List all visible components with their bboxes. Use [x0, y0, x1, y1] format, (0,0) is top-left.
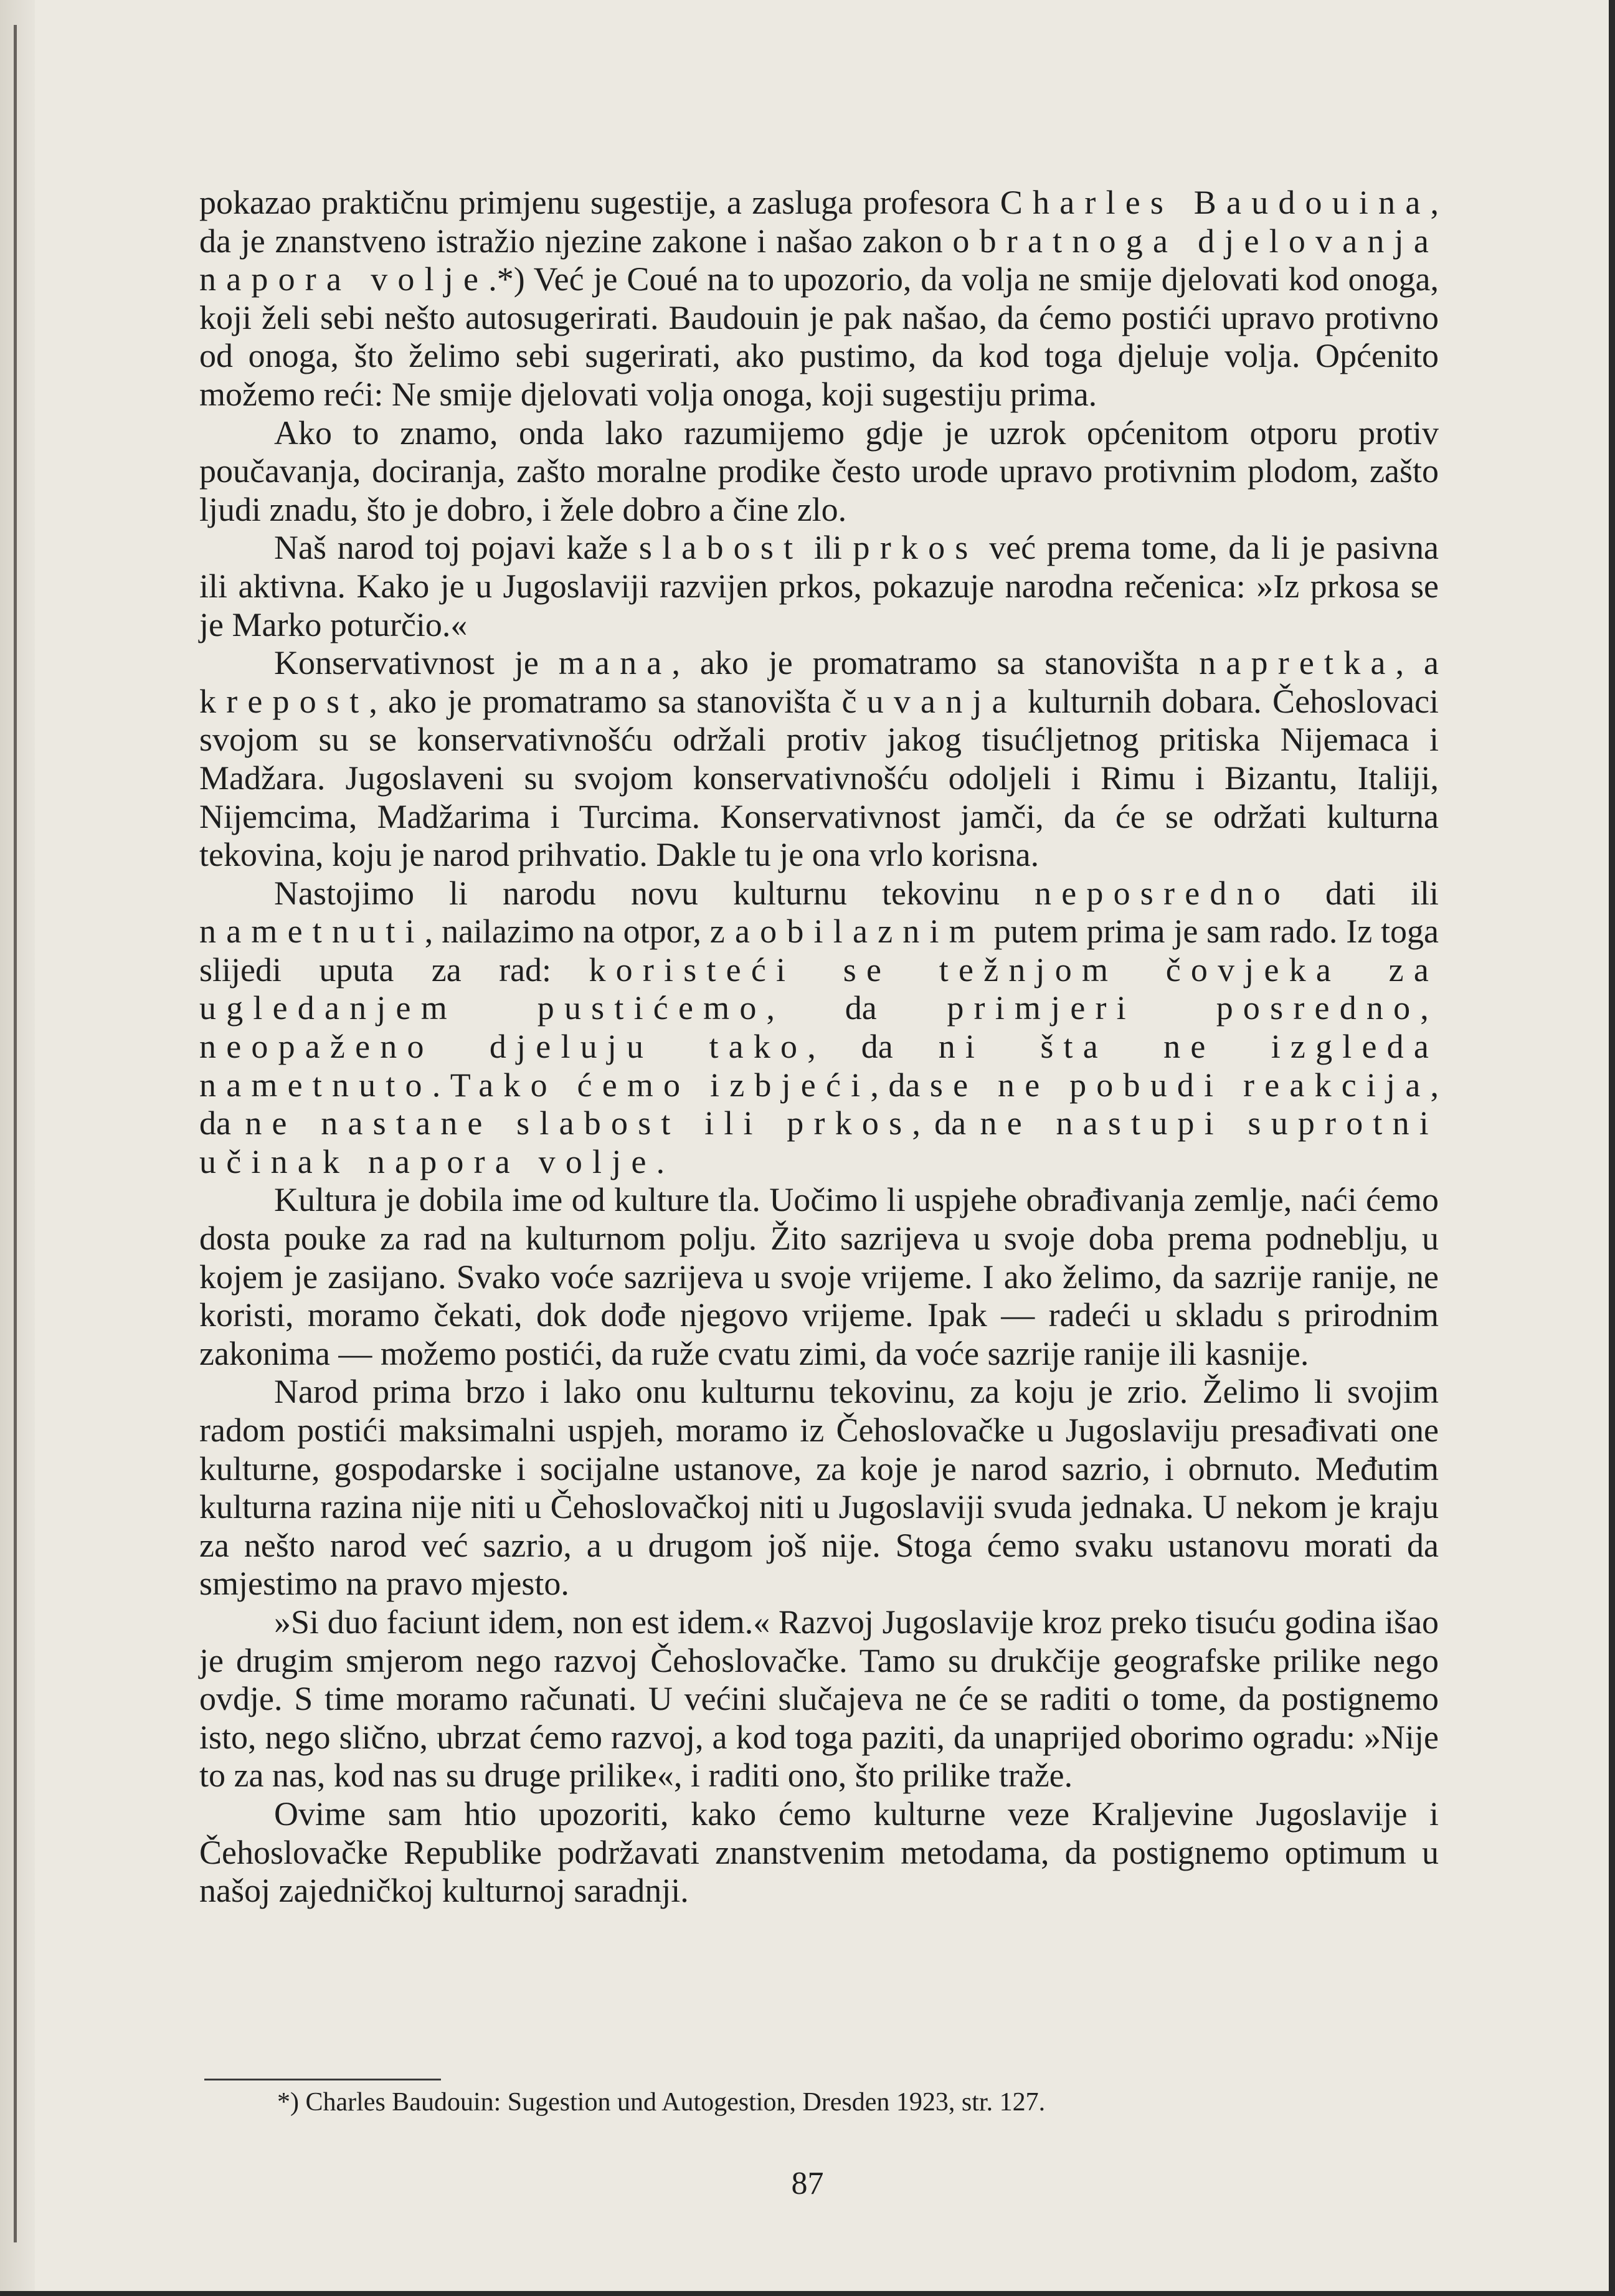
text-run: , da — [766, 989, 947, 1027]
text-run: Konservativnost je — [274, 644, 559, 682]
text-run: Ako to znamo, onda lako razumijemo gdje je uzrok općenitom otporu protiv poučavanja, dociranja, zašto moralne prodike često urode upravo protivnim plodom, zašto ljudi znadu, što je dobro, i žele dobro a čine zlo. — [199, 414, 1439, 528]
text-run: , ako je promatramo sa stanovišta — [671, 644, 1200, 682]
text-run: putem prima je sam rado. Iz toga slijedi uputa za rad: — [199, 913, 1439, 989]
spaced-emphasis: ni šta ne izgleda nametnuto — [199, 1028, 1439, 1104]
text-run: , da — [807, 1028, 939, 1066]
page-left-edge — [0, 0, 35, 2296]
text-run: ili — [803, 529, 853, 567]
spaced-emphasis: čuvanja — [841, 682, 1017, 720]
paragraph-9 — [199, 1795, 1439, 1910]
text-run: , nailazimo na otpor, — [424, 913, 710, 951]
text-run: . — [432, 1066, 450, 1104]
footnote: *) Charles Baudouin: Sugestion und Autogestion, Dresden 1923, str. 127. — [277, 2088, 1046, 2117]
paragraph-8 — [199, 1603, 1439, 1795]
text-run: , da — [199, 1066, 1439, 1142]
spaced-emphasis: obratnoga djelovanja napora volje — [199, 222, 1439, 298]
spaced-emphasis: nametnuti — [199, 913, 425, 951]
text-run: , da — [912, 1104, 980, 1142]
paragraph-5 — [199, 875, 1439, 1182]
text-run: Nastojimo li narodu novu kulturnu tekovinu — [274, 874, 1035, 912]
text-run: već prema tome, da li je pasivna ili aktivna. Kako je u Jugoslaviji razvijen prkos, pokazuje narodna rečenica: »Iz prkosa se je Marko poturčio.« — [199, 529, 1439, 643]
spaced-emphasis: Charles Baudouina — [1000, 184, 1431, 221]
spaced-emphasis: Tako ćemo izbjeći — [450, 1066, 871, 1104]
paragraph-2 — [199, 414, 1439, 529]
text-run: .*) Već je Coué na to upozorio, da volja ne smije djelovati kod onoga, koji želi sebi nešto autosugerirati. Baudouin je pak našao, da ćemo postići upravo protivno od onoga, što želimo sebi sugerirati, ako pustimo, da kod toga djeluje volja. Općenito možemo reći: Ne smije djelovati volja onoga, koji sugestiju prima. — [199, 260, 1439, 413]
spaced-emphasis: prkos — [853, 529, 978, 567]
spaced-emphasis: slabost — [638, 529, 803, 567]
text-run: dati ili — [1290, 874, 1439, 912]
paragraph-3 — [199, 529, 1439, 644]
text-run: pokazao praktičnu primjenu sugestije, a zasluga profesora — [199, 184, 1000, 221]
spaced-emphasis: mana — [558, 644, 672, 682]
page-bottom-edge — [0, 2291, 1615, 2296]
paragraph-4 — [199, 644, 1439, 875]
spaced-emphasis: neposredno — [1035, 874, 1291, 912]
footnote-rule — [204, 2079, 441, 2080]
body-text — [199, 184, 1439, 1910]
text-run: Narod prima brzo i lako onu kulturnu tekovinu, za koju je zrio. Želimo li svojim radom postići maksimalni uspjeh, moramo iz Čehoslovačke u Jugoslaviju presađivati one kulturne, gospodarske i socijalne ustanove, za koje je narod sazrio, i obrnuto. Međutim kulturna razina nije niti u Čehoslovačkoj niti u Jugoslaviji svuda jednaka. U nekom je kraju za nešto narod već sazrio, a u drugom još nije. Stoga ćemo svaku ustanovu morati da smjestimo na pravo mjesto. — [199, 1373, 1439, 1603]
spaced-emphasis: se ne pobudi reakcija — [929, 1066, 1431, 1104]
paragraph-1 — [199, 184, 1439, 414]
spaced-emphasis: napretka — [1199, 644, 1396, 682]
spaced-emphasis: krepost — [199, 682, 369, 720]
paragraph-7 — [199, 1373, 1439, 1603]
text-run: kulturnih dobara. Čehoslovaci svojom su se konservativnošću održali protiv jakog tisućljetnog pritiska Nijemaca i Madžara. Jugoslaveni su svojom konservativnošću odoljeli i Rimu i Bizantu, Italiji, Nijemcima, Madžarima i Turcima. Konservativnost jamči, da će se održati kulturna tekovina, koju je narod prihvatio. Dakle tu je ona vrlo korisna. — [199, 682, 1439, 874]
page-right-edge — [1609, 0, 1615, 2296]
spaced-emphasis: ne nastane slabost ili prkos — [245, 1104, 912, 1142]
spaced-emphasis: ne nastupi suprotni učinak napora volje — [199, 1104, 1439, 1180]
spaced-emphasis: zaobilaznim — [709, 913, 985, 951]
text-run: »Si duo faciunt idem, non est idem.« Razvoj Jugoslavije kroz preko tisuću godina išao je drugim smjerom nego razvoj Čehoslovačke. Tamo su drukčije geografske prilike nego ovdje. S time moramo računati. U većini slučajeva ne će se raditi o tome, da postignemo isto, nego slično, ubrzat ćemo razvoj, a kod toga paziti, da unaprijed oborimo ogradu: »Nije to za nas, kod nas su druge prilike«, i raditi ono, što prilike traže. — [199, 1603, 1439, 1795]
spaced-emphasis: koristeći se težnjom čovjeka za ugledanjem pustićemo — [199, 951, 1439, 1027]
binding-shadow — [14, 25, 17, 2242]
text-run: Kultura je dobila ime od kulture tla. Uočimo li uspjehe obrađivanja zemlje, naći ćemo dosta pouke za rad na kulturnom polju. Žito sazrijeva u svoje doba prema podneblju, u kojem je zasijano. Svako voće sazrijeva u svoje vrijeme. I ako želimo, da sazrije ranije, ne koristi, moramo čekati, dok dođe njegovo vrijeme. Ipak — radeći u skladu s prirodnim zakonima — možemo postići, da ruže cvatu zimi, da voće sazrije ranije ili kasnije. — [199, 1181, 1439, 1372]
text-run: Ovime sam htio upozoriti, kako ćemo kulturne veze Kraljevine Jugoslavije i Čehoslovačke Republike podržavati znanstvenim metodama, da postignemo optimum u našoj zajedničkoj kulturnoj saradnji. — [199, 1795, 1439, 1910]
text-run: , ako je promatramo sa stanovišta — [369, 682, 842, 720]
paragraph-6 — [199, 1181, 1439, 1373]
text-run: , a — [1395, 644, 1439, 682]
text-run: , da je znanstveno istražio njezine zakone i našao zakon — [199, 184, 1439, 260]
text-run: Naš narod toj pojavi kaže — [274, 529, 639, 567]
text-run: . — [656, 1142, 665, 1180]
page-number: 87 — [791, 2166, 824, 2201]
text-run: , da — [870, 1066, 930, 1104]
spaced-emphasis: primjeri posredno, neopaženo djeluju tako — [199, 989, 1439, 1066]
